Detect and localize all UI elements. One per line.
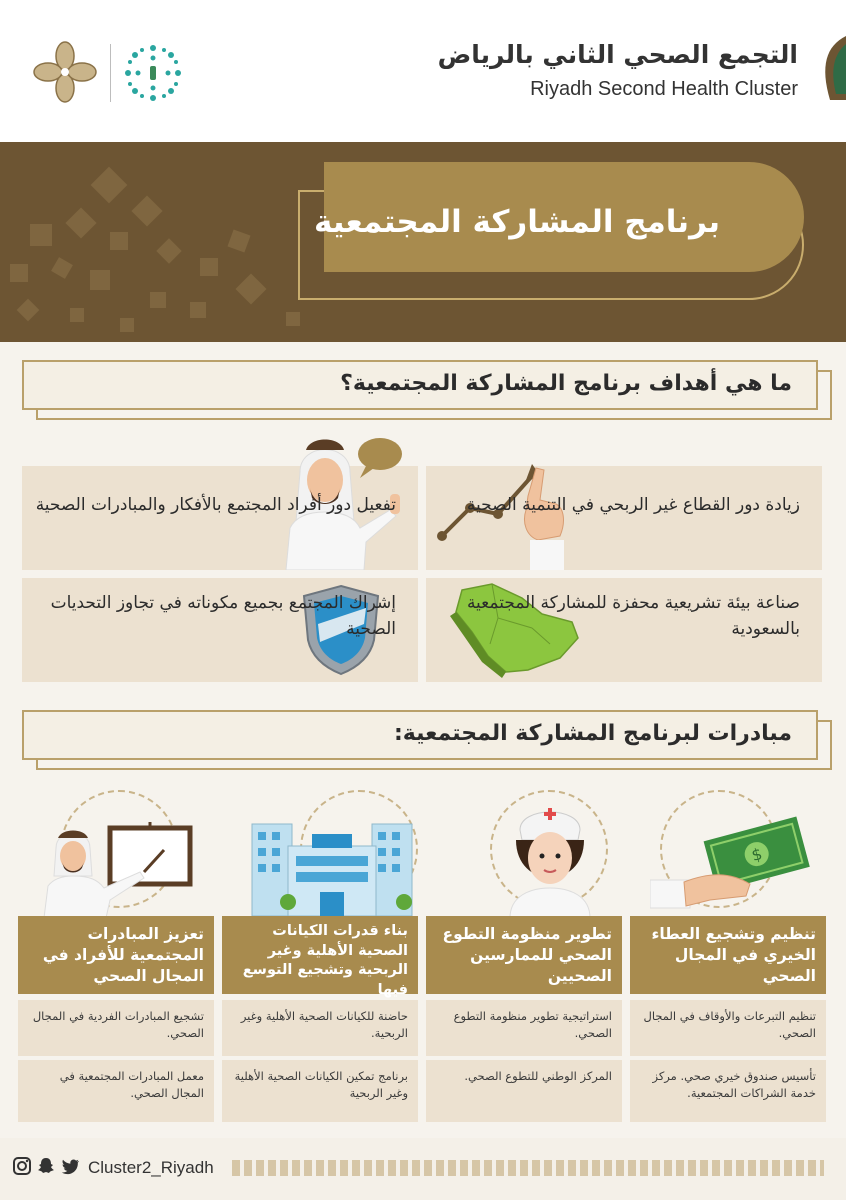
initiative-title: تطوير منظومة التطوع الصحي للممارسين الصحيين (426, 916, 622, 994)
money-icon (650, 810, 810, 910)
initiative-item: تشجيع المبادرات الفردية في المجال الصحي. (18, 1000, 214, 1056)
org-name-arabic: التجمع الصحي الثاني بالرياض (437, 40, 798, 69)
initiative-item: تنظيم التبرعات والأوقاف في المجال الصحي. (630, 1000, 826, 1056)
cluster-leaf-logo (820, 36, 846, 100)
nurse-icon (490, 800, 610, 918)
goal-text: زيادة دور القطاع غير الربحي في التنمية الصحية (466, 495, 800, 515)
initiative-item: معمل المبادرات المجتمعية في المجال الصحي. (18, 1060, 214, 1122)
goal-card (426, 466, 822, 570)
initiative-item: حاضنة للكيانات الصحية الأهلية وغير الربحية. (222, 1000, 418, 1056)
initiative-title: تعزيز المبادرات المجتمعية للأفراد في المجال الصحي (18, 916, 214, 994)
org-name-english: Riyadh Second Health Cluster (530, 78, 798, 100)
initiative-item: استراتيجية تطوير منظومة التطوع الصحي. (426, 1000, 622, 1056)
page-title: برنامج المشاركة المجتمعية (313, 204, 720, 240)
presenter-icon (40, 820, 200, 918)
title-banner (0, 142, 846, 342)
footer-pattern (232, 1160, 824, 1176)
goal-card (22, 578, 418, 682)
instagram-icon[interactable] (12, 1156, 32, 1176)
svg-text:$: $ (749, 844, 765, 866)
initiative-item: برنامج تمكين الكيانات الصحية الأهلية وغير الربحية (222, 1060, 418, 1122)
social-handle[interactable]: Cluster2_Riyadh (88, 1158, 214, 1177)
moh-logo (30, 40, 100, 104)
initiatives-heading: مبادرات لبرنامج المشاركة المجتمعية: (393, 721, 792, 746)
goal-card (22, 466, 418, 570)
header (0, 0, 846, 142)
initiative-item: المركز الوطني للتطوع الصحي. (426, 1060, 622, 1122)
twitter-icon[interactable] (60, 1156, 80, 1176)
initiative-title: بناء قدرات الكيانات الصحية الأهلية وغير الربحية وتشجيع التوسع فيها (222, 916, 418, 994)
snapchat-icon[interactable] (36, 1156, 56, 1176)
goal-text: صناعة بيئة تشريعية محفزة للمشاركة المجتمعية بالسعودية (466, 593, 800, 640)
initiatives-heading-box (22, 710, 818, 760)
initiative-title: تنظيم وتشجيع العطاء الخيري في المجال الصحي (630, 916, 826, 994)
goal-text: إشراك المجتمع بجميع مكوناته في تجاوز التحديات الصحية (50, 593, 396, 640)
goal-text: تفعيل دور أفراد المجتمع بالأفكار والمبادرات الصحية (35, 495, 396, 515)
vision-2030-logo (122, 42, 184, 104)
banner-pattern (0, 142, 330, 342)
footer (0, 1138, 846, 1200)
goal-card (426, 578, 822, 682)
goals-heading: ما هي أهداف برنامج المشاركة المجتمعية؟ (340, 371, 792, 396)
goals-heading-box (22, 360, 818, 410)
logo-divider (110, 44, 111, 102)
hospital-icon (248, 820, 416, 918)
initiative-item: تأسيس صندوق خيري صحي. مركز خدمة الشراكات المجتمعية. (630, 1060, 826, 1122)
